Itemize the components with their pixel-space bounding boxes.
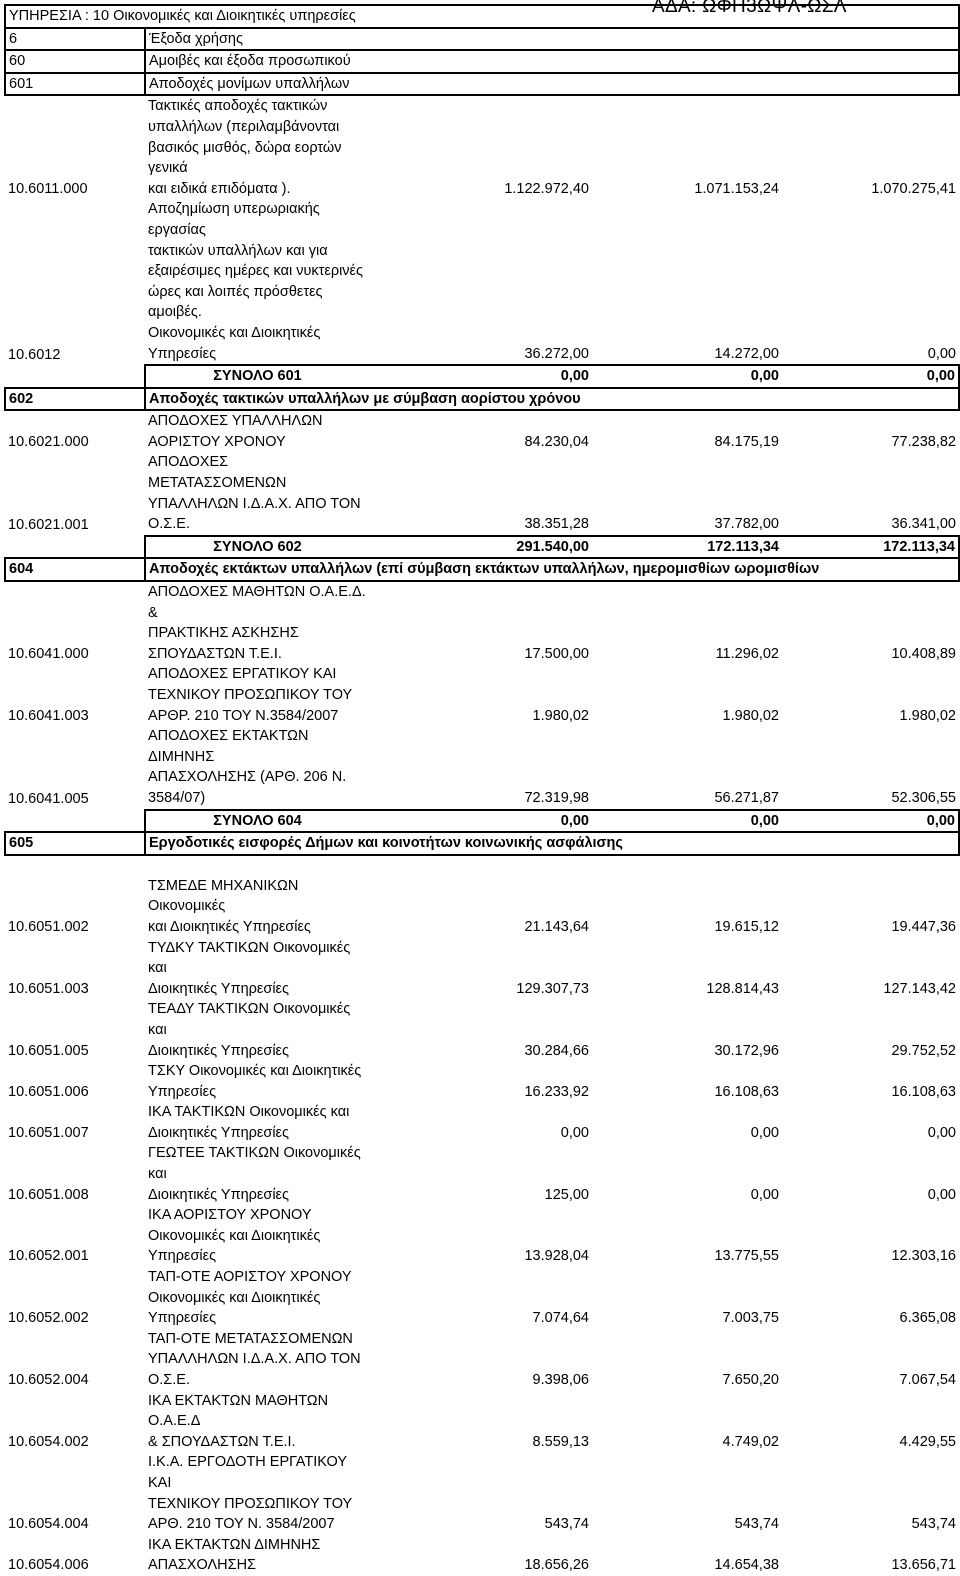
description-line: ΙΚΑ ΕΚΤΑΚΤΩΝ ΜΑΘΗΤΩΝ Ο.Α.Ε.Δ [148, 1392, 329, 1430]
value-1: 72.319,98 [524, 789, 589, 806]
description-line: Διοικητικές Υπηρεσίες [148, 1186, 289, 1203]
description-line: Διοικητικές Υπηρεσίες [148, 980, 289, 997]
total-v1: 0,00 [369, 365, 592, 388]
item-description [145, 95, 369, 199]
item-description [145, 999, 369, 1061]
value-3: 6.365,08 [899, 1310, 956, 1327]
value-3: 0,00 [927, 1186, 956, 1203]
total-v2: 0,00 [592, 365, 782, 388]
value-2: 30.172,96 [714, 1042, 779, 1059]
group-row-6-label: Έξοδα χρήσης [145, 28, 959, 51]
group-row-604-code: 604 [5, 558, 145, 581]
total-blank [5, 810, 145, 833]
value-2: 1.071.153,24 [694, 180, 779, 197]
total-v2: 0,00 [592, 810, 782, 833]
value-3: 10.408,89 [891, 645, 956, 662]
description-line: & ΣΠΟΥΔΑΣΤΩΝ Τ.Ε.Ι. [148, 1433, 296, 1450]
item-description [145, 1102, 369, 1143]
value-1: 125,00 [544, 1186, 589, 1203]
description-line: ΤΑΠ-ΟΤΕ ΜΕΤΑΤΑΣΣΟΜΕΝΩΝ [148, 1330, 353, 1347]
description-line: ΤΑΠ-ΟΤΕ ΑΟΡΙΣΤΟΥ ΧΡΟΝΟΥ [148, 1269, 352, 1286]
item-description [145, 1205, 369, 1267]
item-code: 10.6052.004 [8, 1372, 89, 1388]
value-1: 129.307,73 [516, 980, 589, 997]
value-2: 4.749,02 [722, 1433, 779, 1450]
value-1: 18.656,26 [524, 1557, 589, 1574]
description-line: υπαλλήλων (περιλαμβάνονται [148, 118, 340, 135]
item-code: 10.6051.008 [8, 1186, 89, 1203]
section-602-item-row [5, 452, 959, 535]
item-code: 10.6051.002 [8, 918, 89, 935]
item-description [145, 1535, 369, 1576]
group-row-60-label: Αμοιβές και έξοδα προσωπικού [145, 50, 959, 73]
description-line: ΑΠΟΔΟΧΕΣ ΕΚΤΑΚΤΩΝ ΔΙΜΗΝΗΣ [148, 728, 309, 765]
item-code: 10.6051.003 [8, 980, 89, 997]
group-row-6 [5, 28, 959, 51]
item-code: 10.6054.006 [8, 1557, 89, 1574]
value-3: 12.303,16 [891, 1248, 956, 1265]
description-line: Υπηρεσίες [148, 1083, 217, 1100]
group-row-602-label: Αποδοχές τακτικών υπαλλήλων με σύμβαση αορίστου χρόνου [145, 388, 959, 411]
value-1: 21.143,64 [524, 918, 589, 935]
total-602-row [5, 536, 959, 559]
section-605-item-row [5, 876, 959, 938]
description-line: ΑΡΘ. 210 ΤΟΥ Ν. 3584/2007 [148, 1516, 335, 1533]
description-line: Διοικητικές Υπηρεσίες [148, 1042, 289, 1059]
value-2: 84.175,19 [714, 433, 779, 450]
section-605-item-row [5, 1143, 959, 1205]
item-code: 10.6011.000 [8, 180, 88, 197]
description-line: ΙΚΑ ΑΟΡΙΣΤΟΥ ΧΡΟΝΟΥ [148, 1207, 312, 1224]
item-description [145, 1143, 369, 1205]
description-line: Αποζημίωση υπερωριακής εργασίας [148, 201, 320, 238]
total-v3: 172.113,34 [782, 536, 959, 559]
description-line: ΤΕΑΔΥ ΤΑΚΤΙΚΩΝ Οικονομικές και [148, 1001, 351, 1038]
value-2: 1.980,02 [722, 707, 779, 724]
section-605-item-row [5, 1535, 959, 1576]
value-1: 1.980,02 [532, 707, 589, 724]
description-line: και ειδικά επιδόματα ). [148, 180, 291, 197]
description-line: ΤΕΧΝΙΚΟΥ ΠΡΟΣΩΠΙΚΟΥ ΤΟΥ [148, 1495, 353, 1512]
item-code: 10.6021.000 [8, 433, 89, 450]
value-3: 13.656,71 [891, 1557, 956, 1574]
value-1: 0,00 [560, 1124, 589, 1141]
value-3: 19.447,36 [891, 918, 956, 935]
value-2: 7.003,75 [722, 1310, 779, 1327]
section-605-item-row [5, 999, 959, 1061]
value-3: 127.143,42 [883, 980, 956, 997]
section-605-item-row [5, 1102, 959, 1143]
spacer-row [5, 855, 959, 876]
group-row-60 [5, 50, 959, 73]
item-description [145, 726, 369, 809]
group-row-604-label: Αποδοχές εκτάκτων υπαλλήλων (επί σύμβαση εκτάκτων υπαλλήλων, ημερομισθίων ωρομισθίων [145, 558, 959, 581]
budget-table [4, 4, 960, 1576]
description-line: Ο.Σ.Ε. [148, 1372, 190, 1388]
description-line: ΣΠΟΥΔΑΣΤΩΝ Τ.Ε.Ι. [148, 645, 282, 662]
service-header: ΥΠΗΡΕΣΙΑ : 10 Οικονομικές και Διοικητικές υπηρεσίες [5, 5, 782, 28]
total-blank [5, 365, 145, 388]
item-code: 10.6012 [8, 346, 61, 363]
item-description [145, 452, 369, 535]
value-3: 7.067,54 [899, 1372, 956, 1388]
value-2: 128.814,43 [706, 980, 779, 997]
description-line: ΑΠΑΣΧΟΛΗΣΗΣ [148, 1557, 257, 1574]
description-line: βασικός μισθός, δώρα εορτών γενικά [148, 139, 342, 177]
value-3: 0,00 [927, 345, 956, 362]
section-601-item-row [5, 95, 959, 199]
description-line: ΓΕΩΤΕΕ ΤΑΚΤΙΚΩΝ Οικονομικές και [148, 1145, 361, 1183]
section-605-item-row [5, 938, 959, 1000]
description-line: ΤΣΜΕΔΕ ΜΗΧΑΝΙΚΩΝ Οικονομικές [148, 877, 299, 915]
description-line: Υπηρεσίες [148, 1248, 217, 1265]
group-row-6-code: 6 [5, 28, 145, 51]
spacer [5, 855, 959, 876]
total-label: ΣΥΝΟΛΟ 602 [145, 536, 369, 559]
value-1: 7.074,64 [532, 1310, 589, 1327]
total-v3: 0,00 [782, 810, 959, 833]
section-605-item-row [5, 1391, 959, 1453]
value-2: 7.650,20 [722, 1372, 779, 1388]
value-1: 8.559,13 [532, 1433, 589, 1450]
group-row-601-label: Αποδοχές μονίμων υπαλλήλων [145, 73, 959, 96]
item-code: 10.6021.001 [8, 517, 89, 534]
description-line: Διοικητικές Υπηρεσίες [148, 1124, 289, 1141]
value-2: 0,00 [750, 1186, 779, 1203]
description-line: ΑΠΟΔΟΧΕΣ ΜΑΘΗΤΩΝ Ο.Α.Ε.Δ. & [148, 584, 366, 621]
value-1: 30.284,66 [524, 1042, 589, 1059]
description-line: ΑΠΟΔΟΧΕΣ ΜΕΤΑΤΑΣΣΟΜΕΝΩΝ [148, 454, 287, 492]
section-604-item-row [5, 726, 959, 809]
section-605-item-row [5, 1061, 959, 1102]
description-line: ΥΠΑΛΛΗΛΩΝ Ι.Δ.Α.Χ. ΑΠΟ ΤΟΝ [148, 1351, 361, 1368]
item-code: 10.6054.004 [8, 1516, 89, 1533]
group-row-605-label: Εργοδοτικές εισφορές Δήμων και κοινοτήτων κοινωνικής ασφάλισης [145, 832, 959, 855]
value-3: 4.429,55 [899, 1433, 956, 1450]
section-605-item-row [5, 1205, 959, 1267]
total-v3: 0,00 [782, 365, 959, 388]
item-code: 10.6041.003 [8, 707, 89, 724]
description-line: ΤΥΔΚΥ ΤΑΚΤΙΚΩΝ Οικονομικές και [148, 939, 351, 977]
value-1: 36.272,00 [524, 345, 589, 362]
description-line: ΑΠΟΔΟΧΕΣ ΥΠΑΛΛΗΛΩΝ [148, 413, 323, 430]
description-line: Οικονομικές και Διοικητικές [148, 324, 321, 341]
section-605-item-row [5, 1329, 959, 1391]
section-602-item-row [5, 410, 959, 452]
header-blank [782, 5, 959, 28]
group-row-602 [5, 388, 959, 411]
value-3: 36.341,00 [891, 516, 956, 533]
section-605-item-row [5, 1452, 959, 1534]
description-line: Υπηρεσίες [148, 1310, 217, 1327]
item-code: 10.6051.007 [8, 1124, 89, 1141]
value-2: 14.654,38 [714, 1557, 779, 1574]
item-code: 10.6051.006 [8, 1083, 89, 1100]
value-1: 9.398,06 [532, 1372, 589, 1388]
group-row-605 [5, 832, 959, 855]
value-3: 52.306,55 [891, 789, 956, 806]
description-line: ΤΣΚΥ Οικονομικές και Διοικητικές [148, 1063, 362, 1080]
total-604-row [5, 810, 959, 833]
item-code: 10.6052.001 [8, 1248, 89, 1265]
description-line: ΙΚΑ ΤΑΚΤΙΚΩΝ Οικονομικές και [148, 1104, 350, 1121]
value-1: 16.233,92 [524, 1083, 589, 1100]
value-3: 543,74 [911, 1516, 956, 1533]
value-2: 56.271,87 [714, 789, 779, 806]
value-3: 1.070.275,41 [871, 180, 956, 197]
value-2: 16.108,63 [714, 1083, 779, 1100]
service-header-row [5, 5, 959, 28]
description-line: Ι.Κ.Α. ΕΡΓΟΔΟΤΗ ΕΡΓΑΤΙΚΟΥ ΚΑΙ [148, 1454, 347, 1491]
item-description [145, 876, 369, 938]
section-601-item-row [5, 199, 959, 365]
group-row-605-code: 605 [5, 832, 145, 855]
value-2: 543,74 [734, 1516, 779, 1533]
value-2: 14.272,00 [714, 345, 779, 362]
value-1: 543,74 [544, 1516, 589, 1533]
value-3: 29.752,52 [891, 1042, 956, 1059]
group-row-60-code: 60 [5, 50, 145, 73]
description-line: Οικονομικές και Διοικητικές [148, 1227, 321, 1244]
item-description [145, 664, 369, 726]
value-1: 38.351,28 [524, 516, 589, 533]
description-line: Ο.Σ.Ε. [148, 516, 190, 533]
value-2: 13.775,55 [714, 1248, 779, 1265]
group-row-601 [5, 73, 959, 96]
description-line: Τακτικές αποδοχές τακτικών [148, 98, 328, 115]
item-description [145, 1061, 369, 1102]
total-label: ΣΥΝΟΛΟ 604 [145, 810, 369, 833]
description-line: και Διοικητικές Υπηρεσίες [148, 918, 311, 935]
value-1: 84.230,04 [524, 433, 589, 450]
value-3: 0,00 [927, 1124, 956, 1141]
item-code: 10.6052.002 [8, 1310, 89, 1327]
value-1: 13.928,04 [524, 1248, 589, 1265]
description-line: Υπηρεσίες [148, 345, 217, 362]
value-3: 16.108,63 [891, 1083, 956, 1100]
value-3: 77.238,82 [891, 433, 956, 450]
description-line: ΥΠΑΛΛΗΛΩΝ Ι.Δ.Α.Χ. ΑΠΟ ΤΟΝ [148, 495, 361, 512]
group-row-604 [5, 558, 959, 581]
item-code: 10.6041.005 [8, 790, 89, 807]
item-description [145, 1391, 369, 1453]
description-line: ΑΠΟΔΟΧΕΣ ΕΡΓΑΤΙΚΟΥ ΚΑΙ [148, 666, 337, 683]
item-description [145, 199, 369, 365]
description-line: ΙΚΑ ΕΚΤΑΚΤΩΝ ΔΙΜΗΝΗΣ [148, 1536, 321, 1553]
group-row-601-code: 601 [5, 73, 145, 96]
group-row-602-code: 602 [5, 388, 145, 411]
item-description [145, 1267, 369, 1329]
value-3: 1.980,02 [899, 707, 956, 724]
total-v2: 172.113,34 [592, 536, 782, 559]
item-code: 10.6051.005 [8, 1042, 89, 1059]
item-code: 10.6041.000 [8, 645, 89, 662]
value-2: 37.782,00 [714, 516, 779, 533]
item-description [145, 410, 369, 452]
value-2: 11.296,02 [715, 645, 779, 662]
description-line: ΤΕΧΝΙΚΟΥ ΠΡΟΣΩΠΙΚΟΥ ΤΟΥ [148, 687, 353, 703]
description-line: τακτικών υπαλλήλων και για [148, 242, 328, 259]
item-description [145, 581, 369, 664]
ada-watermark: ΑΔΑ: ΩΦΠ3ΩΨΛ-ΩΣΛ [652, 0, 847, 17]
item-code: 10.6054.002 [8, 1433, 89, 1450]
item-description [145, 1452, 369, 1534]
description-line: ΠΡΑΚΤΙΚΗΣ ΑΣΚΗΣΗΣ [148, 625, 299, 642]
description-line: ΑΠΑΣΧΟΛΗΣΗΣ (ΑΡΘ. 206 Ν. [148, 769, 347, 786]
value-2: 0,00 [750, 1124, 779, 1141]
section-605-item-row [5, 1267, 959, 1329]
section-604-item-row [5, 581, 959, 664]
value-2: 19.615,12 [714, 918, 779, 935]
description-line: ΑΡΘΡ. 210 ΤΟΥ Ν.3584/2007 [148, 707, 339, 724]
description-line: ώρες και λοιπές πρόσθετες αμοιβές. [148, 283, 323, 321]
total-blank [5, 536, 145, 559]
description-line: 3584/07) [148, 789, 206, 806]
item-description [145, 938, 369, 1000]
total-label: ΣΥΝΟΛΟ 601 [145, 365, 369, 388]
total-v1: 291.540,00 [369, 536, 592, 559]
item-description [145, 1329, 369, 1391]
value-1: 17.500,00 [524, 645, 589, 662]
total-601-row [5, 365, 959, 388]
description-line: Οικονομικές και Διοικητικές [148, 1289, 321, 1306]
total-v1: 0,00 [369, 810, 592, 833]
value-1: 1.122.972,40 [504, 180, 589, 197]
section-604-item-row [5, 664, 959, 726]
description-line: εξαιρέσιμες ημέρες και νυκτερινές [148, 263, 364, 280]
description-line: ΑΟΡΙΣΤΟΥ ΧΡΟΝΟΥ [148, 433, 286, 450]
